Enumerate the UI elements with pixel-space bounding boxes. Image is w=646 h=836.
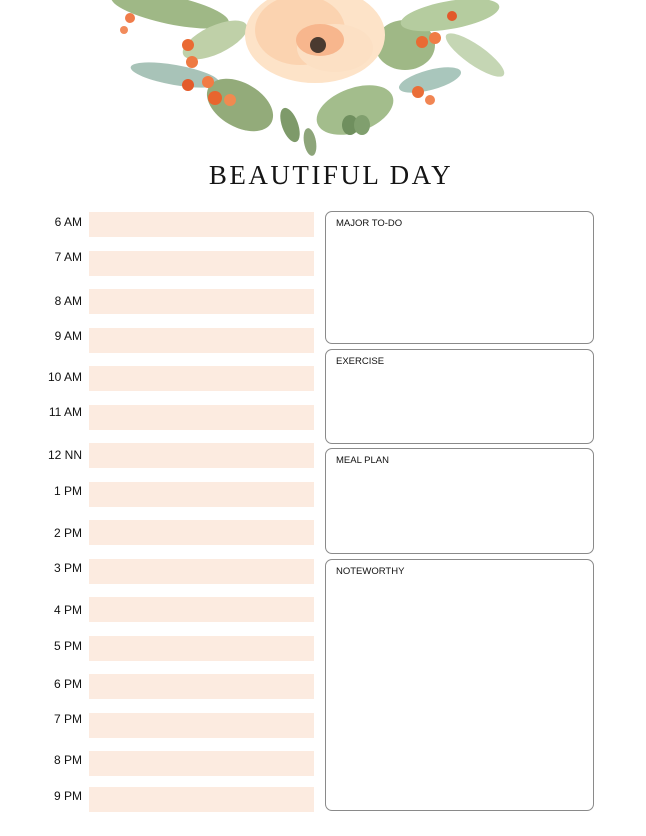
- time-label-7pm: 7 PM: [53, 712, 82, 726]
- meal-plan-label: MEAL PLAN: [336, 455, 389, 466]
- exercise-label: EXERCISE: [336, 356, 385, 367]
- noteworthy-box[interactable]: [325, 559, 594, 811]
- time-label-6am: 6 AM: [54, 215, 82, 229]
- time-slot-8am[interactable]: [89, 289, 314, 314]
- time-label-9pm: 9 PM: [53, 789, 82, 803]
- meal-plan-box[interactable]: [325, 448, 594, 554]
- time-label-3pm: 3 PM: [53, 561, 82, 575]
- time-slot-9am[interactable]: [89, 328, 314, 353]
- time-label-7am: 7 AM: [54, 250, 82, 264]
- time-slot-6pm[interactable]: [89, 674, 314, 699]
- time-label-9am: 9 AM: [54, 329, 82, 343]
- time-slot-7pm[interactable]: [89, 713, 314, 738]
- time-slot-7am[interactable]: [89, 251, 314, 276]
- time-slot-4pm[interactable]: [89, 597, 314, 622]
- time-label-10am: 10 AM: [47, 370, 82, 384]
- time-label-6pm: 6 PM: [53, 677, 82, 691]
- time-slot-3pm[interactable]: [89, 559, 314, 584]
- time-label-11am: 11 AM: [48, 405, 82, 419]
- time-label-1pm: 1 PM: [53, 484, 82, 498]
- time-slot-1pm[interactable]: [89, 482, 314, 507]
- time-slot-12nn[interactable]: [89, 443, 314, 468]
- major-todo-label: MAJOR TO-DO: [336, 218, 403, 229]
- time-label-5pm: 5 PM: [53, 639, 82, 653]
- time-label-8am: 8 AM: [54, 294, 82, 308]
- time-label-12nn: 12 NN: [47, 448, 82, 462]
- time-slot-9pm[interactable]: [89, 787, 314, 812]
- time-slot-11am[interactable]: [89, 405, 314, 430]
- page-title: BEAUTIFUL DAY: [208, 160, 454, 190]
- exercise-box[interactable]: [325, 349, 594, 444]
- time-slot-6am[interactable]: [89, 212, 314, 237]
- time-label-4pm: 4 PM: [53, 603, 82, 617]
- time-label-2pm: 2 PM: [53, 526, 82, 540]
- time-slot-2pm[interactable]: [89, 520, 314, 545]
- noteworthy-label: NOTEWORTHY: [336, 566, 405, 577]
- time-slot-8pm[interactable]: [89, 751, 314, 776]
- floral-illustration: [100, 0, 530, 165]
- time-slot-10am[interactable]: [89, 366, 314, 391]
- time-slot-5pm[interactable]: [89, 636, 314, 661]
- major-todo-box[interactable]: [325, 211, 594, 344]
- time-label-8pm: 8 PM: [53, 753, 82, 767]
